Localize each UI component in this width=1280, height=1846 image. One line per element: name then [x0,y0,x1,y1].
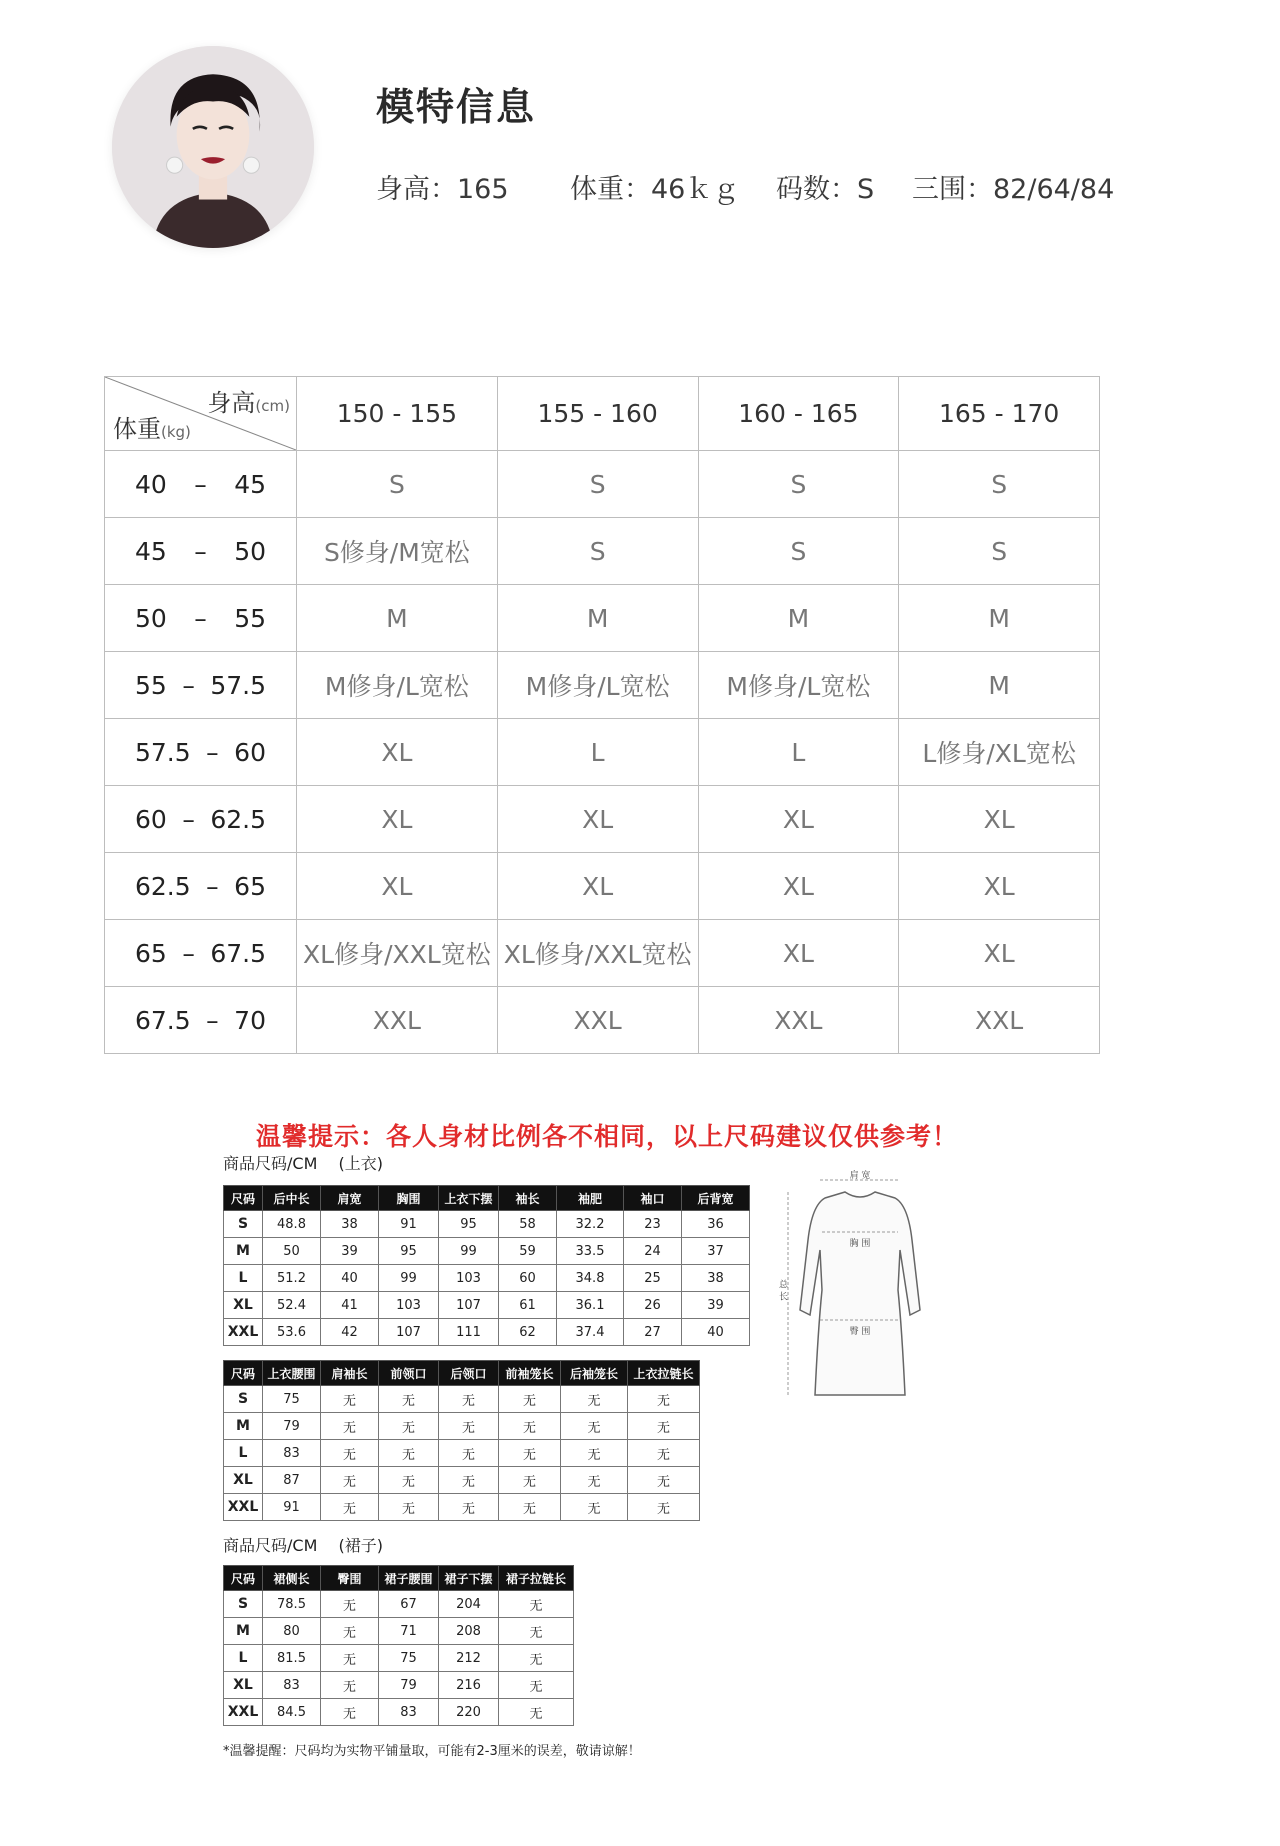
measurement-cell: 204 [439,1591,499,1618]
measurement-cell: 无 [628,1413,700,1440]
measurement-cell: 26 [624,1292,682,1319]
weight-range-cell [105,987,297,1054]
measurement-cell: 80 [263,1618,321,1645]
model-weight: 体重：46ｋｇ [570,174,740,205]
column-header: 前领口 [379,1361,439,1386]
size-cell: M [899,585,1100,652]
measurement-cell: 37.4 [557,1319,624,1346]
measurement-cell: 220 [439,1699,499,1726]
column-header: 尺码 [224,1566,263,1591]
diagram-hip-label: 臀 围 [849,1327,871,1337]
measurement-cell: 39 [682,1292,750,1319]
column-header: 肩宽 [321,1186,379,1211]
size-cell: M [698,585,899,652]
range-dash: – [206,1005,219,1035]
measurement-cell: 无 [321,1672,379,1699]
size-cell: S [297,451,498,518]
column-header: 袖肥 [557,1186,624,1211]
size-label-cell: M [224,1618,263,1645]
range-dash: – [182,804,195,834]
column-header: 尺码 [224,1361,263,1386]
measurement-cell: 62 [499,1319,557,1346]
weight-to: 70 [234,1005,266,1035]
size-cell: XL [899,920,1100,987]
measurement-cell: 36.1 [557,1292,624,1319]
size-label-cell: XL [224,1467,263,1494]
size-label-cell: XL [224,1292,263,1319]
weight-from: 57.5 [135,737,191,767]
size-cell: XL修身/XXL宽松 [297,920,498,987]
weight-range-cell [105,518,297,585]
size-label-cell: XXL [224,1494,263,1521]
table-row [224,1413,700,1440]
measurement-cell: 无 [321,1386,379,1413]
table-row [105,451,1100,518]
measurement-cell: 无 [499,1413,561,1440]
measurement-cell: 37 [682,1238,750,1265]
weight-to: 55 [234,603,266,633]
measurement-cell: 95 [439,1211,499,1238]
size-cell: S [698,451,899,518]
weight-range-cell [105,853,297,920]
table-row [224,1386,700,1413]
measurement-cell: 61 [499,1292,557,1319]
size-cell: L [497,719,698,786]
measurement-cell: 83 [379,1699,439,1726]
column-header: 裙子拉链长 [499,1566,574,1591]
table-row [105,518,1100,585]
measurement-cell: 40 [321,1265,379,1292]
range-dash: – [194,603,207,633]
measurement-cell: 无 [321,1467,379,1494]
measurement-cell: 41 [321,1292,379,1319]
weight-range-cell [105,786,297,853]
measurement-cell: 无 [379,1386,439,1413]
measurement-cell: 79 [263,1413,321,1440]
measurement-cell: 59 [499,1238,557,1265]
table-row [224,1645,574,1672]
size-cell: XL [899,853,1100,920]
measurement-cell: 27 [624,1319,682,1346]
size-cell: S修身/M宽松 [297,518,498,585]
measurement-cell: 103 [379,1292,439,1319]
column-header: 裙子腰围 [379,1566,439,1591]
measurement-cell: 51.2 [263,1265,321,1292]
table-row [224,1699,574,1726]
skirt-section-title: 商品尺码/CM (裙子) [223,1536,383,1555]
column-header: 臀围 [321,1566,379,1591]
size-tip-warning: 温馨提示：各人身材比例各不相同，以上尺码建议仅供参考！ [256,1122,959,1151]
measurement-cell: 216 [439,1672,499,1699]
model-measurements: 三围：82/64/84 [912,174,1115,205]
corner-header-cell [105,377,297,451]
size-cell: XL [297,786,498,853]
size-cell: XL [297,853,498,920]
height-range-header: 150 - 155 [297,377,498,451]
measurement-cell: 99 [379,1265,439,1292]
model-avatar [112,46,314,248]
measurement-cell: 48.8 [263,1211,321,1238]
table-header-row [224,1566,574,1591]
size-label-cell: L [224,1440,263,1467]
size-label-cell: XXL [224,1319,263,1346]
size-label-cell: L [224,1265,263,1292]
measurement-cell: 无 [628,1467,700,1494]
measurement-cell: 38 [682,1265,750,1292]
weight-to: 45 [234,469,266,499]
column-header: 胸围 [379,1186,439,1211]
table-row [224,1211,750,1238]
measurement-cell: 71 [379,1618,439,1645]
measurement-cell: 无 [321,1591,379,1618]
weight-range-cell [105,652,297,719]
column-header: 上衣下摆 [439,1186,499,1211]
weight-from: 55 [135,670,167,700]
column-header: 裙子下摆 [439,1566,499,1591]
weight-from: 60 [135,804,167,834]
measurement-cell: 91 [379,1211,439,1238]
table-row [105,585,1100,652]
column-header: 后领口 [439,1361,499,1386]
table-row [105,920,1100,987]
weight-range-cell [105,451,297,518]
size-label-cell: M [224,1413,263,1440]
measurement-cell: 32.2 [557,1211,624,1238]
measurement-cell: 67 [379,1591,439,1618]
table-row [224,1238,750,1265]
diagram-length-label: 总 长 [777,1279,787,1301]
measurement-cell: 23 [624,1211,682,1238]
measurement-cell: 无 [499,1494,561,1521]
measurement-cell: 无 [561,1440,628,1467]
size-cell: XL [497,786,698,853]
size-cell: M修身/L宽松 [497,652,698,719]
size-cell: XXL [899,987,1100,1054]
size-label-cell: XXL [224,1699,263,1726]
size-cell: XL [297,719,498,786]
table-header-row [105,377,1100,451]
measurement-cell: 无 [379,1494,439,1521]
measurement-cell: 79 [379,1672,439,1699]
size-label-cell: M [224,1238,263,1265]
weight-from: 50 [135,603,167,633]
table-row [224,1292,750,1319]
measurement-cell: 无 [321,1645,379,1672]
weight-from: 67.5 [135,1005,191,1035]
measurement-cell: 83 [263,1440,321,1467]
measurement-cell: 39 [321,1238,379,1265]
size-cell: L [698,719,899,786]
measurement-cell: 87 [263,1467,321,1494]
column-header: 后中长 [263,1186,321,1211]
table-row [224,1319,750,1346]
measurement-cell: 无 [628,1440,700,1467]
weight-from: 40 [135,469,167,499]
measurement-cell: 53.6 [263,1319,321,1346]
measurement-footnote: *温馨提醒：尺码均为实物平铺量取，可能有2-3厘米的误差，敬请谅解！ [223,1744,641,1759]
size-cell: S [899,451,1100,518]
measurement-cell: 无 [439,1440,499,1467]
table-row [224,1618,574,1645]
weight-from: 62.5 [135,871,191,901]
top-measurement-table-1 [223,1185,750,1346]
measurement-cell: 78.5 [263,1591,321,1618]
corner-height-unit: (cm) [255,397,290,415]
measurement-cell: 无 [499,1645,574,1672]
size-recommendation-table [104,376,1100,1054]
model-portrait-image [112,46,314,248]
model-info-title: 模特信息 [376,85,537,129]
height-range-header: 155 - 160 [497,377,698,451]
measurement-cell: 无 [561,1467,628,1494]
size-cell: L修身/XL宽松 [899,719,1100,786]
table-header-row [224,1361,700,1386]
size-cell: M [497,585,698,652]
size-cell: XL [899,786,1100,853]
measurement-cell: 无 [499,1672,574,1699]
column-header: 后背宽 [682,1186,750,1211]
size-cell: XXL [497,987,698,1054]
measurement-cell: 75 [263,1386,321,1413]
size-cell: S [899,518,1100,585]
measurement-cell: 60 [499,1265,557,1292]
measurement-cell: 无 [561,1413,628,1440]
measurement-cell: 75 [379,1645,439,1672]
size-cell: XL修身/XXL宽松 [497,920,698,987]
corner-height-label: 身高 [207,389,256,417]
measurement-cell: 50 [263,1238,321,1265]
size-cell: XL [698,920,899,987]
table-row [224,1494,700,1521]
diagram-shoulder-label: 肩 宽 [849,1171,871,1181]
measurement-cell: 无 [561,1494,628,1521]
skirt-measurement-table [223,1565,574,1726]
measurement-cell: 无 [321,1618,379,1645]
measurement-cell: 无 [499,1467,561,1494]
measurement-cell: 无 [321,1413,379,1440]
size-cell: XXL [297,987,498,1054]
size-label-cell: XL [224,1672,263,1699]
column-header: 裙侧长 [263,1566,321,1591]
table-row [224,1591,574,1618]
measurement-cell: 无 [499,1440,561,1467]
size-cell: XL [497,853,698,920]
measurement-cell: 无 [628,1494,700,1521]
table-row [224,1672,574,1699]
height-range-header: 165 - 170 [899,377,1100,451]
column-header: 上衣拉链长 [628,1361,700,1386]
size-label-cell: S [224,1591,263,1618]
weight-from: 65 [135,938,167,968]
measurement-cell: 无 [561,1386,628,1413]
measurement-cell: 81.5 [263,1645,321,1672]
size-label-cell: L [224,1645,263,1672]
weight-to: 50 [234,536,266,566]
measurement-cell: 33.5 [557,1238,624,1265]
measurement-cell: 24 [624,1238,682,1265]
range-dash: – [206,871,219,901]
table-row [105,719,1100,786]
measurement-cell: 无 [439,1467,499,1494]
measurement-cell: 58 [499,1211,557,1238]
measurement-cell: 91 [263,1494,321,1521]
measurement-cell: 无 [499,1699,574,1726]
size-cell: XL [698,853,899,920]
size-cell: M修身/L宽松 [297,652,498,719]
measurement-cell: 34.8 [557,1265,624,1292]
size-label-cell: S [224,1211,263,1238]
range-dash: – [182,938,195,968]
column-header: 尺码 [224,1186,263,1211]
measurement-cell: 84.5 [263,1699,321,1726]
measurement-cell: 无 [628,1386,700,1413]
size-cell: S [497,451,698,518]
measurement-cell: 无 [439,1413,499,1440]
weight-range-cell [105,585,297,652]
size-cell: XXL [698,987,899,1054]
measurement-cell: 208 [439,1618,499,1645]
measurement-cell: 36 [682,1211,750,1238]
measurement-cell: 52.4 [263,1292,321,1319]
size-label-cell: S [224,1386,263,1413]
height-range-header: 160 - 165 [698,377,899,451]
measurement-cell: 无 [321,1494,379,1521]
weight-range-cell [105,920,297,987]
size-cell: S [698,518,899,585]
table-row [224,1265,750,1292]
model-height: 身高：165 [376,174,509,205]
weight-to: 65 [234,871,266,901]
measurement-cell: 107 [439,1292,499,1319]
table-row [105,786,1100,853]
weight-from: 45 [135,536,167,566]
weight-to: 62.5 [210,804,266,834]
measurement-cell: 无 [321,1440,379,1467]
corner-weight-unit: (kg) [161,423,191,441]
measurement-cell: 111 [439,1319,499,1346]
column-header: 袖长 [499,1186,557,1211]
measurement-cell: 无 [379,1440,439,1467]
measurement-cell: 无 [321,1699,379,1726]
table-row [224,1440,700,1467]
column-header: 上衣腰围 [263,1361,321,1386]
size-cell: S [497,518,698,585]
weight-to: 67.5 [210,938,266,968]
measurement-cell: 38 [321,1211,379,1238]
model-size: 码数：S [776,174,875,205]
weight-to: 57.5 [210,670,266,700]
weight-range-cell [105,719,297,786]
measurement-cell: 无 [499,1591,574,1618]
measurement-cell: 无 [439,1494,499,1521]
measurement-cell: 99 [439,1238,499,1265]
column-header: 袖口 [624,1186,682,1211]
top-section-title: 商品尺码/CM (上衣) [223,1154,383,1173]
top-measurement-table-2 [223,1360,700,1521]
measurement-cell: 42 [321,1319,379,1346]
size-cell: M修身/L宽松 [698,652,899,719]
table-header-row [224,1186,750,1211]
measurement-cell: 无 [439,1386,499,1413]
diagram-chest-label: 胸 围 [849,1239,871,1249]
size-cell: XL [698,786,899,853]
table-row [224,1467,700,1494]
table-row [105,853,1100,920]
measurement-cell: 95 [379,1238,439,1265]
table-row [105,987,1100,1054]
measurement-cell: 83 [263,1672,321,1699]
column-header: 前袖笼长 [499,1361,561,1386]
range-dash: – [194,536,207,566]
range-dash: – [194,469,207,499]
dress-measurement-diagram [770,1170,950,1420]
measurement-cell: 无 [499,1618,574,1645]
range-dash: – [182,670,195,700]
corner-weight-label: 体重 [113,415,161,443]
range-dash: – [206,737,219,767]
weight-to: 60 [234,737,266,767]
column-header: 肩袖长 [321,1361,379,1386]
measurement-cell: 40 [682,1319,750,1346]
size-cell: M [899,652,1100,719]
measurement-cell: 212 [439,1645,499,1672]
measurement-cell: 25 [624,1265,682,1292]
measurement-cell: 107 [379,1319,439,1346]
measurement-cell: 无 [379,1467,439,1494]
measurement-cell: 103 [439,1265,499,1292]
table-row [105,652,1100,719]
column-header: 后袖笼长 [561,1361,628,1386]
measurement-cell: 无 [379,1413,439,1440]
size-cell: M [297,585,498,652]
measurement-cell: 无 [499,1386,561,1413]
